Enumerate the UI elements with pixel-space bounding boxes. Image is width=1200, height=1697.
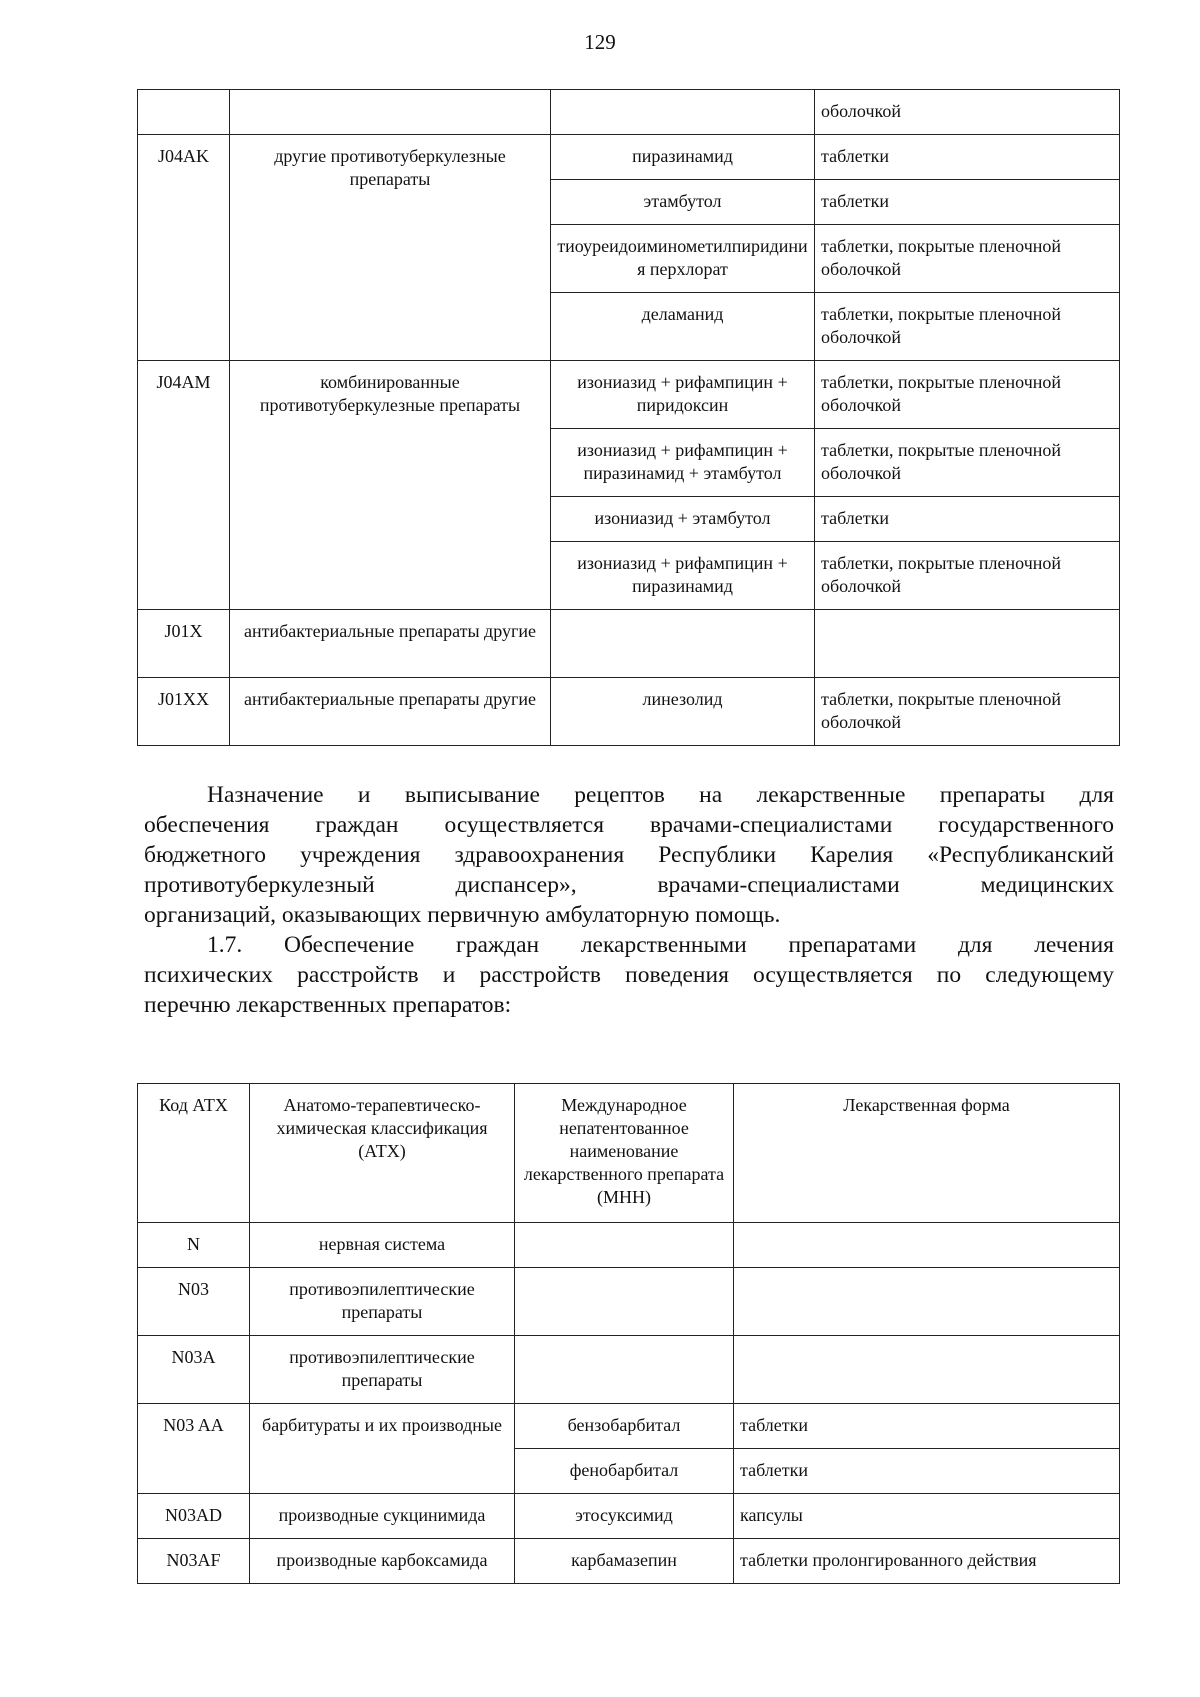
atc-code-cell: J01X [138, 610, 230, 678]
inn-cell [551, 610, 815, 678]
dosage-form-cell [734, 1223, 1120, 1268]
dosage-form-cell: капсулы [734, 1494, 1120, 1539]
dosage-form-cell: таблетки, покрытые пленочной оболочкой [815, 429, 1120, 497]
table-row [138, 1539, 1120, 1584]
table-row [138, 135, 1120, 180]
paragraph-line: обеспечения граждан осуществляется врачами-специалистами государственного [144, 812, 1114, 838]
table-row [138, 610, 1120, 678]
inn-cell: изониазид + этамбутол [551, 497, 815, 542]
inn-cell: пиразинамид [551, 135, 815, 180]
table-header-row [138, 1084, 1120, 1223]
dosage-form-cell: таблетки, покрытые пленочной оболочкой [815, 293, 1120, 361]
atc-class-cell: антибактериальные препараты другие [230, 678, 551, 746]
paragraph-line: организаций, оказывающих первичную амбулаторную помощь. [144, 902, 781, 928]
table-row [138, 361, 1120, 429]
inn-cell: деламанид [551, 293, 815, 361]
dosage-form-cell: оболочкой [815, 90, 1120, 135]
atc-code-cell: N03AF [138, 1539, 250, 1584]
atc-class-cell: антибактериальные препараты другие [230, 610, 551, 678]
table-row [138, 1336, 1120, 1404]
table-row [138, 1404, 1120, 1449]
atc-code-cell [138, 90, 230, 135]
dosage-form-cell: таблетки [815, 135, 1120, 180]
paragraph-line: перечню лекарственных препаратов: [144, 992, 512, 1018]
inn-cell: изониазид + рифампицин + пиразинамид [551, 542, 815, 610]
atc-class-cell: комбинированные противотуберкулезные препараты [230, 361, 551, 610]
inn-cell: карбамазепин [515, 1539, 734, 1584]
dosage-form-cell: таблетки, покрытые пленочной оболочкой [815, 542, 1120, 610]
paragraph-line: психических расстройств и расстройств поведения осуществляется по следующему [144, 962, 1114, 988]
table-row [138, 1223, 1120, 1268]
inn-cell [515, 1223, 734, 1268]
atc-code-cell: J04AK [138, 135, 230, 361]
inn-cell [515, 1336, 734, 1404]
dosage-form-cell [815, 610, 1120, 678]
atc-class-cell: производные сукцинимида [250, 1494, 515, 1539]
dosage-form-cell [734, 1268, 1120, 1336]
inn-cell: фенобарбитал [515, 1449, 734, 1494]
atc-class-cell: противоэпилептические препараты [250, 1336, 515, 1404]
table-row [138, 678, 1120, 746]
paragraph-line: 1.7. Обеспечение граждан лекарственными препаратами для лечения [207, 932, 1114, 958]
paragraph-line: противотуберкулезный диспансер», врачами-специалистами медицинских [144, 872, 1114, 898]
paragraph-line: Назначение и выписывание рецептов на лекарственные препараты для [207, 782, 1114, 808]
dosage-form-cell: таблетки пролонгированного действия [734, 1539, 1120, 1584]
atc-code-cell: J04AM [138, 361, 230, 610]
atc-class-cell: нервная система [250, 1223, 515, 1268]
header-dosage-form: Лекарственная форма [734, 1084, 1120, 1223]
table-row [138, 90, 1120, 135]
atc-class-cell: производные карбоксамида [250, 1539, 515, 1584]
paragraph-line: бюджетного учреждения здравоохранения Республики Карелия «Республиканский [144, 842, 1114, 868]
inn-cell: изониазид + рифампицин + пиразинамид + этамбутол [551, 429, 815, 497]
inn-cell: тиоуреидоиминометилпиридиния перхлорат [551, 225, 815, 293]
atc-code-cell: N03AD [138, 1494, 250, 1539]
atc-code-cell: J01XX [138, 678, 230, 746]
dosage-form-cell: таблетки [815, 497, 1120, 542]
atc-code-cell: N03 [138, 1268, 250, 1336]
inn-cell: этамбутол [551, 180, 815, 225]
atc-class-cell: противоэпилептические препараты [250, 1268, 515, 1336]
header-inn: Международное непатентованное наименование лекарственного препарата (МНН) [515, 1084, 734, 1223]
dosage-form-cell [734, 1336, 1120, 1404]
dosage-form-cell: таблетки [734, 1404, 1120, 1449]
dosage-form-cell: таблетки [734, 1449, 1120, 1494]
header-atc-class: Анатомо-терапевтическо-химическая классификация (АТХ) [250, 1084, 515, 1223]
atc-class-cell: барбитураты и их производные [250, 1404, 515, 1494]
inn-cell [551, 90, 815, 135]
atc-class-cell [230, 90, 551, 135]
header-atc-code: Код АТХ [138, 1084, 250, 1223]
drug-table-tuberculosis [137, 89, 1120, 746]
inn-cell [515, 1268, 734, 1336]
drug-table-psychiatric [137, 1083, 1120, 1584]
dosage-form-cell: таблетки [815, 180, 1120, 225]
dosage-form-cell: таблетки, покрытые пленочной оболочкой [815, 678, 1120, 746]
inn-cell: линезолид [551, 678, 815, 746]
dosage-form-cell: таблетки, покрытые пленочной оболочкой [815, 225, 1120, 293]
inn-cell: изониазид + рифампицин + пиридоксин [551, 361, 815, 429]
paragraph-prescription-info [144, 780, 1114, 930]
table-row [138, 1268, 1120, 1336]
inn-cell: этосуксимид [515, 1494, 734, 1539]
table-row [138, 1494, 1120, 1539]
page-number: 129 [584, 30, 616, 54]
paragraph-section-1-7 [144, 930, 1114, 1020]
atc-code-cell: N03 AA [138, 1404, 250, 1494]
dosage-form-cell: таблетки, покрытые пленочной оболочкой [815, 361, 1120, 429]
atc-class-cell: другие противотуберкулезные препараты [230, 135, 551, 361]
inn-cell: бензобарбитал [515, 1404, 734, 1449]
atc-code-cell: N [138, 1223, 250, 1268]
atc-code-cell: N03A [138, 1336, 250, 1404]
